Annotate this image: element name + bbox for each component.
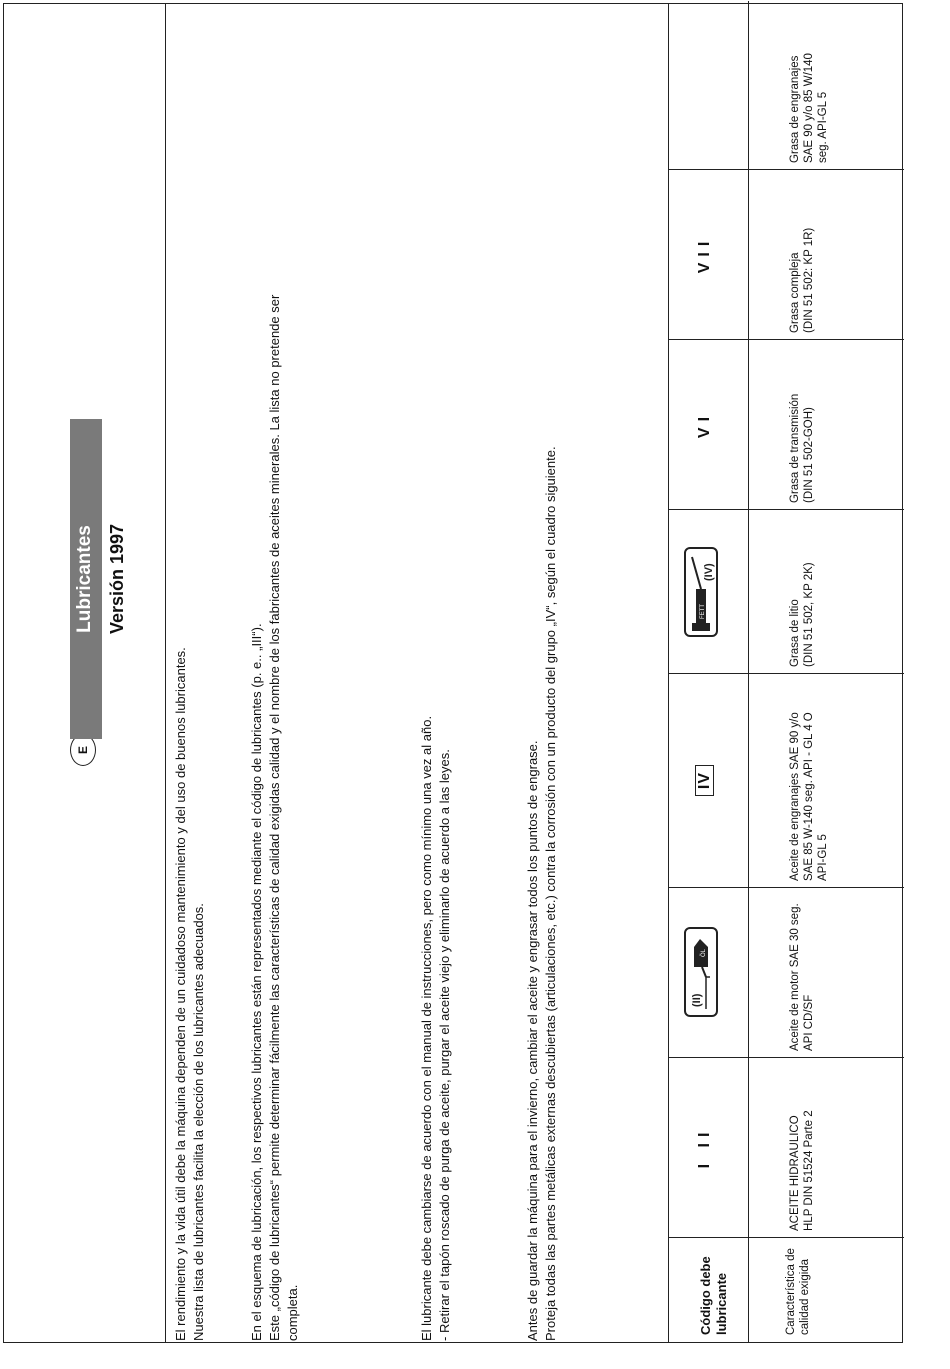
code-row [668, 1, 749, 1341]
code-cell-3 [668, 673, 748, 887]
title-box [70, 419, 130, 739]
text-line: El rendimiento y la vida útil debe la máquina dependen de un cuidadoso mantenimiento y del uso de buenos lubricantes. [173, 647, 188, 1341]
text-line: completa. [285, 1284, 300, 1341]
code-cell-1 [668, 1057, 748, 1237]
text-line: Este „código de lubricantes“ permite determinar fácilmente las características de calidad exigidas calidad y el nombre de los fabricantes de aceites minerales. La lista no pretende ser [267, 294, 282, 1341]
quality-cell-1 [748, 1057, 904, 1237]
code-label: Código debe lubricante [698, 1256, 729, 1335]
quality-cell-5 [748, 339, 904, 509]
paragraph-code [248, 295, 302, 1341]
page-subtitle: Versión 1997 [102, 419, 132, 739]
text-line: En el esquema de lubricación, los respectivos lubricantes están representados mediante el código de lubricantes (p. e.. „III“). [249, 623, 264, 1341]
quality-desc: Aceite de engranajes SAE 90 y/o SAE 85 W-140 seg. API - GL 4 O API-GL 5 [789, 712, 829, 881]
text-line: El lubricante debe cambiarse de acuerdo con el manual de instrucciones, pero como mínimo una vez al año. [419, 715, 434, 1341]
quality-desc: Grasa de engranajes SAE 90 y/o 85 W/140 seg. API-GL 5 [789, 53, 829, 163]
grease-code: (IV) [703, 563, 715, 581]
oil-label: ÖL [701, 948, 707, 957]
code-cell-6 [668, 169, 748, 339]
code-label-cell [668, 1237, 748, 1341]
quality-desc: ACEITE HIDRAULICO HLP DIN 51524 Parte 2 [789, 1110, 815, 1231]
language-badge: E [70, 734, 96, 766]
text-line: Proteja todas las partes metálicas externas descubiertas (articulaciones, etc.) contra la corrosión con un producto del grupo „IV“, según el cuadro siguiente. [543, 446, 558, 1341]
code-cell-5 [668, 339, 748, 509]
quality-desc: Grasa compleja (DIN 51 502: KP 1R) [789, 227, 815, 333]
header-divider [165, 3, 166, 1343]
code-cell-4 [668, 509, 748, 673]
text-line: Antes de guardar la máquina para el invierno, cambiar el aceite y engrasar todos los puntos de engrase. [525, 740, 540, 1341]
quality-cell-7 [748, 1, 904, 169]
quality-cell-4 [748, 509, 904, 673]
code-iv: IV [696, 674, 714, 887]
quality-label: Característica de calidad exigida [785, 1248, 811, 1335]
page-title: Lubricantes [74, 525, 95, 633]
quality-cell-3 [748, 673, 904, 887]
code-cell-2 [668, 887, 748, 1057]
quality-desc: Aceite de motor SAE 30 seg. API CD/SF [789, 903, 815, 1051]
quality-cell-2 [748, 887, 904, 1057]
paragraph-change [418, 716, 454, 1341]
oil-can-icon [684, 927, 718, 1017]
lubricant-table [668, 1, 904, 1341]
paragraph-intro [172, 647, 208, 1341]
text-line: - Retirar el tapón roscado de purga de aceite, purgar el aceite viejo y eliminarlo de acuerdo a las leyes. [437, 749, 452, 1341]
text-line: Nuestra lista de lubricantes facilita la elección de los lubricantes adecuados. [191, 903, 206, 1341]
quality-cell-6 [748, 169, 904, 339]
quality-desc: Grasa de litio (DIN 51 502, KP 2K) [789, 562, 815, 667]
code-cell-7 [668, 1, 748, 169]
quality-desc: Grasa de transmisión (DIN 51 502-GOH) [789, 393, 815, 503]
oil-code: (II) [691, 993, 703, 1007]
code-vii: VII [696, 235, 713, 274]
grease-gun-icon [684, 547, 718, 637]
code-vi: VI [696, 410, 713, 439]
quality-row [748, 1, 904, 1341]
paragraph-winter [524, 446, 560, 1341]
quality-label-cell [748, 1237, 904, 1341]
code-i-ii: I II [696, 1126, 713, 1169]
grease-label: FETT [700, 604, 706, 619]
